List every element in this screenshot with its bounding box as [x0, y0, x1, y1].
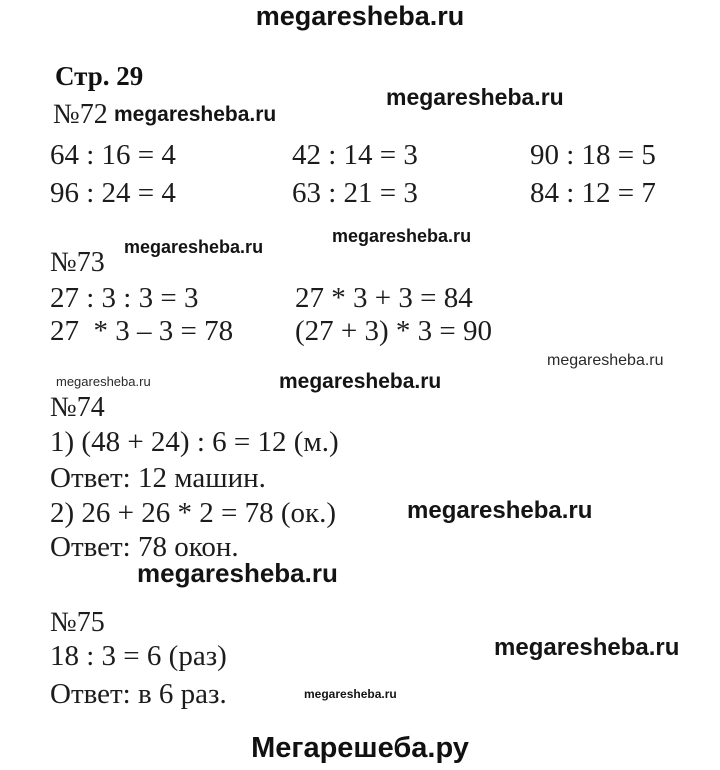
solution-line: 1) (48 + 24) : 6 = 12 (м.)	[50, 426, 339, 458]
site-footer: Мегарешеба.ру	[251, 732, 469, 764]
equation: 64 : 16 = 4	[50, 139, 176, 171]
equation: 84 : 12 = 7	[530, 177, 656, 209]
site-header-watermark: megaresheba.ru	[255, 1, 465, 31]
equation: 96 : 24 = 4	[50, 177, 176, 209]
equation: 63 : 21 = 3	[292, 177, 418, 209]
solution-line: 2) 26 + 26 * 2 = 78 (ок.)	[50, 497, 337, 529]
solution-line: 18 : 3 = 6 (раз)	[50, 640, 227, 672]
equation: 27 * 3 + 3 = 84	[295, 282, 473, 314]
page-title: Стр. 29	[55, 61, 144, 91]
equation: 27 * 3 – 3 = 78	[50, 315, 234, 347]
watermark: megaresheba.ru	[114, 103, 277, 126]
answer-line: Ответ: в 6 раз.	[50, 678, 227, 710]
watermark: megaresheba.ru	[494, 634, 680, 661]
watermark: megaresheba.ru	[124, 237, 264, 257]
watermark: megaresheba.ru	[56, 374, 151, 389]
equation: 90 : 18 = 5	[530, 139, 656, 171]
answer-line: Ответ: 78 окон.	[50, 531, 239, 563]
equation: 42 : 14 = 3	[292, 139, 418, 171]
watermark: megaresheba.ru	[137, 558, 338, 588]
watermark: megaresheba.ru	[332, 226, 472, 246]
task-73-label: №73	[50, 247, 105, 278]
watermark: megaresheba.ru	[407, 497, 593, 524]
answer-line: Ответ: 12 машин.	[50, 462, 266, 494]
watermark: megaresheba.ru	[386, 84, 564, 110]
equation: (27 + 3) * 3 = 90	[295, 315, 493, 347]
task-72-label: №72	[53, 99, 108, 130]
task-75-label: №75	[50, 607, 105, 638]
watermark: megaresheba.ru	[279, 370, 442, 393]
watermark: megaresheba.ru	[304, 687, 397, 701]
equation: 27 : 3 : 3 = 3	[50, 282, 199, 314]
watermark: megaresheba.ru	[547, 352, 664, 369]
task-74-label: №74	[50, 392, 105, 423]
